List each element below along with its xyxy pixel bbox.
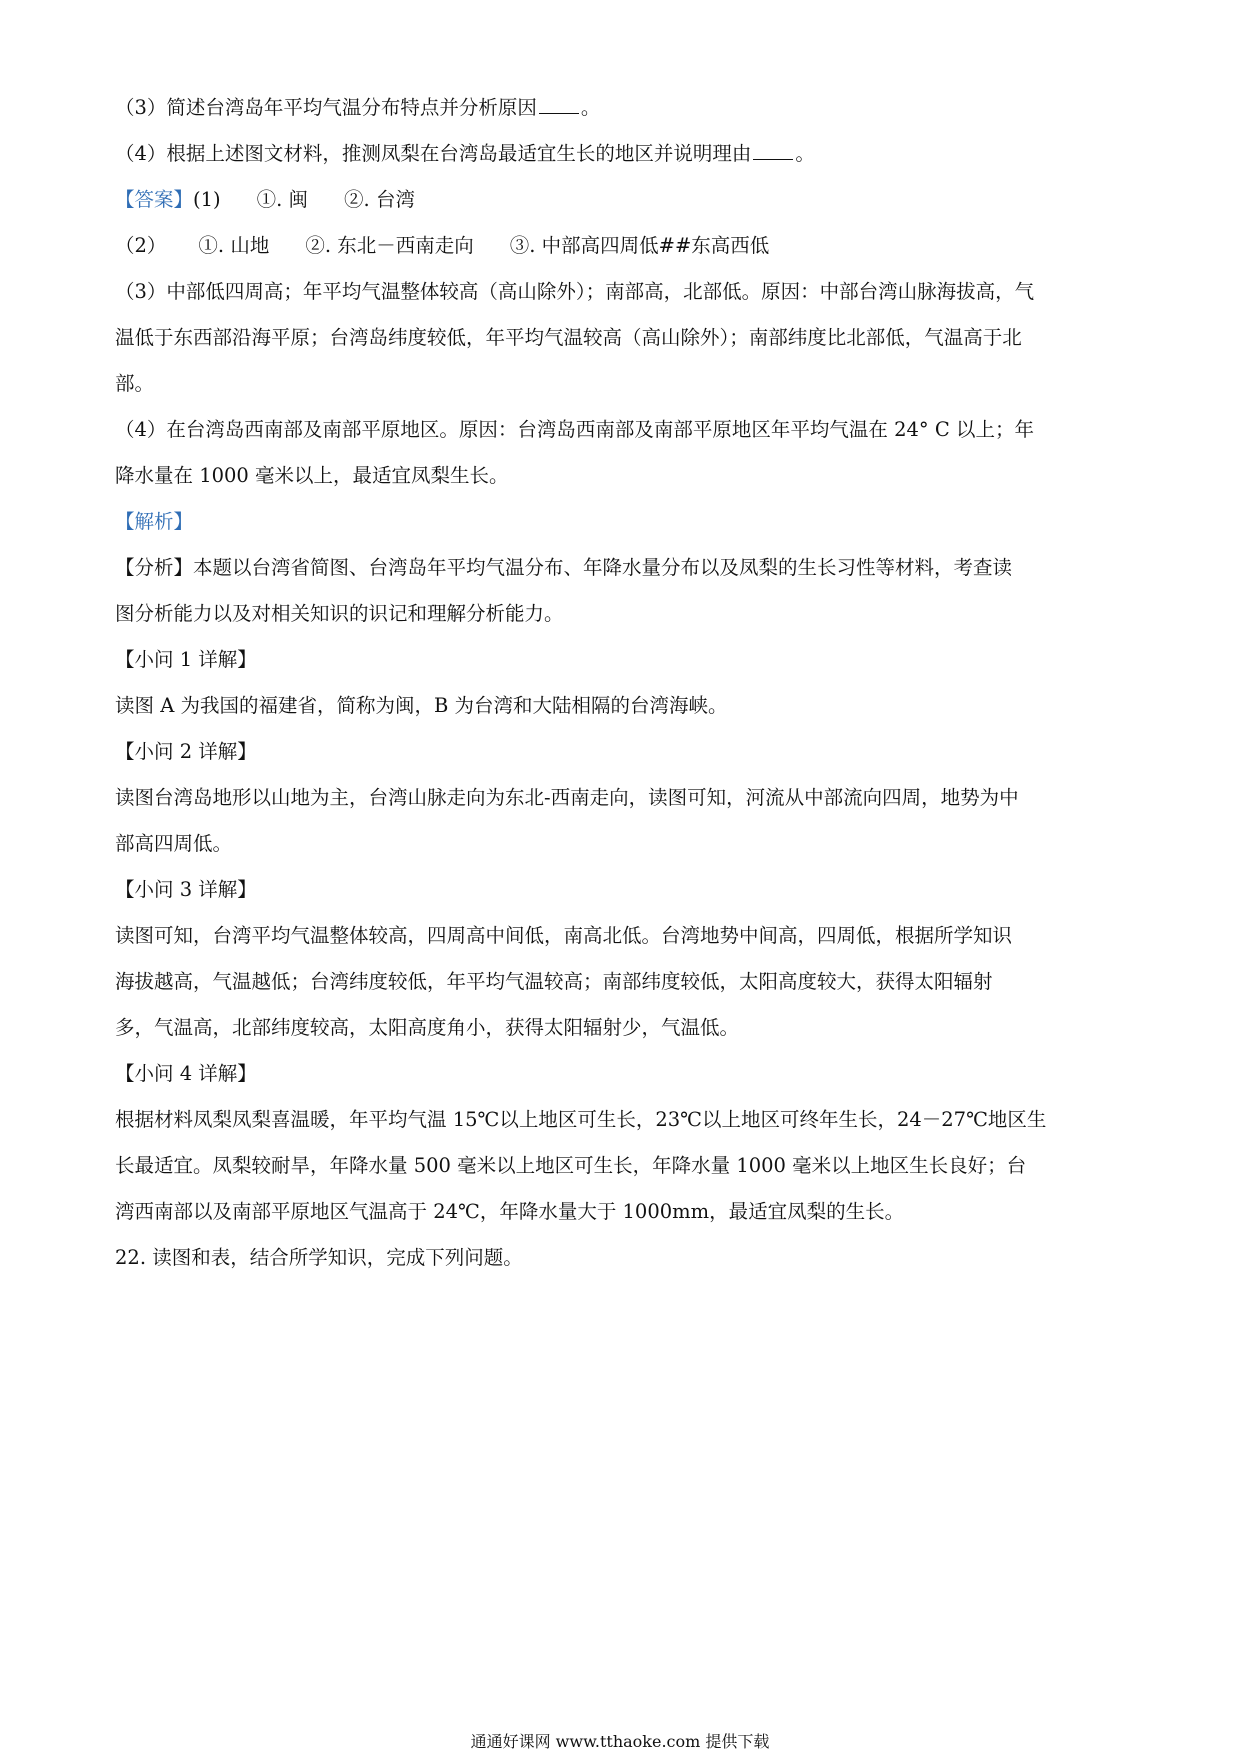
- section-3-title: 【小问 3 详解】: [115, 878, 257, 901]
- section-3-line-2: 海拔越高，气温越低；台湾纬度较低，年平均气温较高；南部纬度较低，太阳高度较大，获得太阳辐射: [115, 970, 993, 993]
- answer-1: [115, 187, 415, 213]
- answer-blank: [539, 95, 579, 114]
- footer: 通通好课网 www.tthaoke.com 提供下载: [470, 1732, 770, 1751]
- answer-3-line-2: 温低于东西部沿海平原；台湾岛纬度较低，年平均气温较高（高山除外）；南部纬度比北部低，气温高于北: [115, 326, 1022, 349]
- section-3-line-1: 读图可知，台湾平均气温整体较高，四周高中间低，南高北低。台湾地势中间高，四周低，根据所学知识: [115, 924, 1013, 947]
- section-1-title: 【小问 1 详解】: [115, 648, 257, 671]
- section-4-line-3: 湾西南部以及南部平原地区气温高于 24℃，年降水量大于 1000mm，最适宜凤梨的生长。: [115, 1200, 905, 1223]
- answer-1-option-2: ②. 台湾: [344, 188, 415, 211]
- question-3: [115, 95, 600, 121]
- section-3-line-3: 多，气温高，北部纬度较高，太阳高度角小，获得太阳辐射少，气温低。: [115, 1016, 740, 1039]
- answer-2-option-1: ①. 山地: [198, 234, 270, 257]
- answer-1-option-1: ①. 闽: [256, 188, 309, 211]
- answer-blank: [753, 141, 793, 160]
- answer-label: 【答案】: [115, 188, 194, 211]
- section-2-line-1: 读图台湾岛地形以山地为主，台湾山脉走向为东北-西南走向，读图可知，河流从中部流向四周，地势为中: [115, 786, 1019, 809]
- answer-2: [115, 233, 769, 259]
- question-4: [115, 141, 815, 167]
- next-question: 22. 读图和表，结合所学知识，完成下列问题。: [115, 1246, 523, 1269]
- answer-4-line-1: （4）在台湾岛西南部及南部平原地区。原因：台湾岛西南部及南部平原地区年平均气温在 24° C 以上；年: [115, 418, 1034, 441]
- question-4-end: 。: [795, 142, 815, 165]
- question-4-text: （4）根据上述图文材料，推测凤梨在台湾岛最适宜生长的地区并说明理由: [115, 142, 752, 165]
- answer-2-number: （2）: [115, 234, 167, 257]
- answer-3-line-3: 部。: [115, 372, 155, 395]
- answer-2-option-2: ②. 东北－西南走向: [305, 234, 474, 257]
- answer-4-line-2: 降水量在 1000 毫米以上，最适宜凤梨生长。: [115, 464, 509, 487]
- question-3-end: 。: [580, 96, 601, 119]
- section-2-title: 【小问 2 详解】: [115, 740, 257, 763]
- section-1-line-1: 读图 A 为我国的福建省，简称为闽，B 为台湾和大陆相隔的台湾海峡。: [115, 694, 728, 717]
- question-3-text: （3）简述台湾岛年平均气温分布特点并分析原因: [115, 96, 537, 119]
- answer-1-number: (1): [193, 188, 221, 211]
- analysis-intro-line-1: 【分析】本题以台湾省简图、台湾岛年平均气温分布、年降水量分布以及凤梨的生长习性等材料，考查读: [115, 556, 1013, 579]
- section-4-line-1: 根据材料凤梨凤梨喜温暖，年平均气温 15℃以上地区可生长，23℃以上地区可终年生长，24－27℃地区生: [115, 1108, 1047, 1131]
- analysis-intro-line-2: 图分析能力以及对相关知识的识记和理解分析能力。: [115, 602, 564, 625]
- section-2-line-2: 部高四周低。: [115, 832, 233, 855]
- section-4-line-2: 长最适宜。凤梨较耐旱，年降水量 500 毫米以上地区可生长，年降水量 1000 毫米以上地区生长良好；台: [115, 1154, 1027, 1177]
- analysis-label: 【解析】: [115, 510, 194, 533]
- answer-2-option-3: ③. 中部高四周低##东高西低: [509, 234, 770, 257]
- section-4-title: 【小问 4 详解】: [115, 1062, 257, 1085]
- answer-3-line-1: （3）中部低四周高；年平均气温整体较高（高山除外）；南部高，北部低。原因：中部台湾山脉海拔高，气: [115, 280, 1035, 303]
